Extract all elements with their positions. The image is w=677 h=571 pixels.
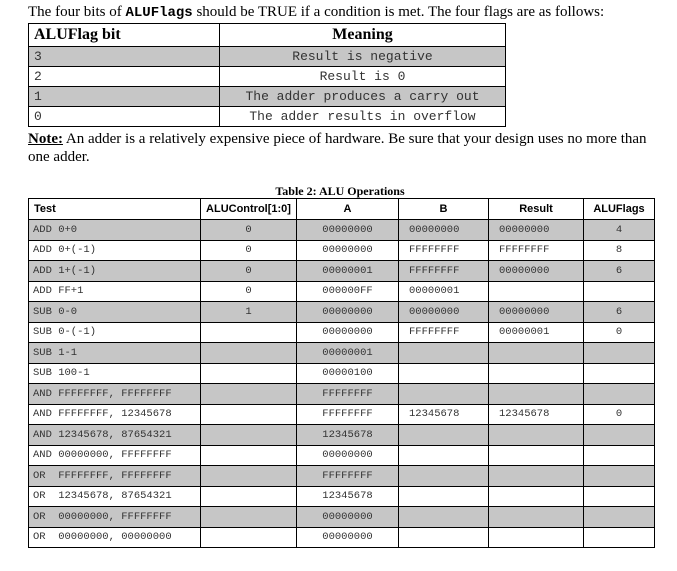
flag-bit-cell: 1 bbox=[29, 87, 220, 107]
alu-control-cell: 0 bbox=[201, 240, 297, 261]
alu-table-row bbox=[29, 322, 655, 343]
alu-a-cell: 12345678 bbox=[297, 425, 399, 446]
alu-a-cell: 00000000 bbox=[297, 322, 399, 343]
alu-a-cell: 12345678 bbox=[297, 486, 399, 507]
alu-table-header-row bbox=[29, 199, 655, 220]
alu-b-cell: FFFFFFFF bbox=[399, 240, 489, 261]
alu-b-cell: 00000000 bbox=[399, 220, 489, 241]
alu-control-cell bbox=[201, 425, 297, 446]
alu-control-cell: 0 bbox=[201, 261, 297, 282]
alu-table-row bbox=[29, 527, 655, 548]
flag-table-row bbox=[29, 47, 506, 67]
flag-table-row bbox=[29, 87, 506, 107]
alu-a-cell: 00000000 bbox=[297, 507, 399, 528]
alu-a-cell: 00000000 bbox=[297, 220, 399, 241]
alu-table-row bbox=[29, 486, 655, 507]
flag-meaning-cell: Result is negative bbox=[220, 47, 506, 67]
alu-table-row bbox=[29, 445, 655, 466]
alu-table-row bbox=[29, 220, 655, 241]
flag-table-header-bit: ALUFlag bit bbox=[29, 24, 220, 47]
flag-meaning-cell: Result is 0 bbox=[220, 67, 506, 87]
alu-test-cell: ADD FF+1 bbox=[29, 281, 201, 302]
alu-flags-cell: 4 bbox=[584, 220, 655, 241]
alu-result-cell bbox=[489, 527, 584, 548]
alu-flag-table bbox=[28, 23, 506, 127]
alu-test-cell: OR FFFFFFFF, FFFFFFFF bbox=[29, 466, 201, 487]
flag-table-header-row bbox=[29, 24, 506, 47]
alu-table-row bbox=[29, 240, 655, 261]
alu-test-cell: ADD 0+0 bbox=[29, 220, 201, 241]
alu-table-row bbox=[29, 343, 655, 364]
intro-text-after: should be TRUE if a condition is met. The four flags are as follows: bbox=[192, 4, 605, 20]
alu-a-cell: FFFFFFFF bbox=[297, 466, 399, 487]
alu-operations-table bbox=[28, 198, 655, 548]
alu-a-cell: 00000000 bbox=[297, 302, 399, 323]
alu-control-cell bbox=[201, 343, 297, 364]
alu-a-cell: 00000001 bbox=[297, 343, 399, 364]
alu-a-cell: 00000000 bbox=[297, 240, 399, 261]
alu-flags-cell bbox=[584, 363, 655, 384]
alu-test-cell: SUB 0-(-1) bbox=[29, 322, 201, 343]
alu-b-cell: 00000000 bbox=[399, 302, 489, 323]
alu-test-cell: OR 12345678, 87654321 bbox=[29, 486, 201, 507]
alu-header-b: B bbox=[399, 199, 489, 220]
alu-result-cell bbox=[489, 507, 584, 528]
alu-flags-cell: 6 bbox=[584, 302, 655, 323]
alu-a-cell: FFFFFFFF bbox=[297, 404, 399, 425]
alu-control-cell bbox=[201, 486, 297, 507]
alu-table-row bbox=[29, 281, 655, 302]
alu-table-row bbox=[29, 363, 655, 384]
alu-control-cell bbox=[201, 466, 297, 487]
alu-test-cell: AND 12345678, 87654321 bbox=[29, 425, 201, 446]
alu-test-cell: SUB 1-1 bbox=[29, 343, 201, 364]
alu-flags-cell bbox=[584, 486, 655, 507]
alu-result-cell bbox=[489, 343, 584, 364]
flag-meaning-cell: The adder results in overflow bbox=[220, 107, 506, 127]
alu-test-cell: ADD 1+(-1) bbox=[29, 261, 201, 282]
alu-table-row bbox=[29, 466, 655, 487]
alu-flags-cell bbox=[584, 466, 655, 487]
alu-b-cell bbox=[399, 384, 489, 405]
alu-b-cell bbox=[399, 466, 489, 487]
alu-table-row bbox=[29, 404, 655, 425]
alu-table-row bbox=[29, 507, 655, 528]
note-text: An adder is a relatively expensive piece of hardware. Be sure that your design uses no more than one adder. bbox=[28, 131, 647, 165]
alu-b-cell bbox=[399, 425, 489, 446]
alu-result-cell bbox=[489, 445, 584, 466]
alu-b-cell bbox=[399, 507, 489, 528]
alu-table-row bbox=[29, 384, 655, 405]
flag-table-header-meaning: Meaning bbox=[220, 24, 506, 47]
flag-table-row bbox=[29, 67, 506, 87]
alu-flags-cell bbox=[584, 281, 655, 302]
alu-control-cell bbox=[201, 363, 297, 384]
alu-a-cell: 00000000 bbox=[297, 527, 399, 548]
alu-control-cell: 0 bbox=[201, 220, 297, 241]
alu-control-cell bbox=[201, 527, 297, 548]
alu-flags-cell: 0 bbox=[584, 322, 655, 343]
alu-b-cell bbox=[399, 445, 489, 466]
alu-flags-cell: 8 bbox=[584, 240, 655, 261]
alu-control-cell bbox=[201, 322, 297, 343]
alu-flags-cell bbox=[584, 527, 655, 548]
flag-bit-cell: 3 bbox=[29, 47, 220, 67]
alu-test-cell: ADD 0+(-1) bbox=[29, 240, 201, 261]
alu-control-cell bbox=[201, 507, 297, 528]
alu-b-cell bbox=[399, 343, 489, 364]
alu-header-alucontrol: ALUControl[1:0] bbox=[201, 199, 297, 220]
alu-flags-cell bbox=[584, 343, 655, 364]
alu-a-cell: 00000000 bbox=[297, 445, 399, 466]
intro-text-before: The four bits of bbox=[28, 4, 126, 20]
alu-control-cell bbox=[201, 445, 297, 466]
alu-flags-cell bbox=[584, 425, 655, 446]
alu-test-cell: OR 00000000, 00000000 bbox=[29, 527, 201, 548]
flag-bit-cell: 0 bbox=[29, 107, 220, 127]
alu-result-cell: 00000000 bbox=[489, 302, 584, 323]
alu-control-cell bbox=[201, 384, 297, 405]
flag-table-row bbox=[29, 107, 506, 127]
alu-result-cell bbox=[489, 363, 584, 384]
alu-test-cell: AND FFFFFFFF, 12345678 bbox=[29, 404, 201, 425]
flag-meaning-cell: The adder produces a carry out bbox=[220, 87, 506, 107]
note-label: Note: bbox=[28, 131, 63, 147]
alu-header-aluflags: ALUFlags bbox=[584, 199, 655, 220]
alu-flags-cell bbox=[584, 445, 655, 466]
alu-b-cell bbox=[399, 527, 489, 548]
alu-flags-cell: 6 bbox=[584, 261, 655, 282]
alu-control-cell bbox=[201, 404, 297, 425]
alu-a-cell: 000000FF bbox=[297, 281, 399, 302]
alu-test-cell: AND FFFFFFFF, FFFFFFFF bbox=[29, 384, 201, 405]
alu-b-cell: FFFFFFFF bbox=[399, 322, 489, 343]
intro-paragraph bbox=[28, 4, 604, 21]
alu-header-a: A bbox=[297, 199, 399, 220]
alu-flags-cell bbox=[584, 507, 655, 528]
alu-header-test: Test bbox=[29, 199, 201, 220]
alu-flags-cell: 0 bbox=[584, 404, 655, 425]
alu-test-cell: SUB 0-0 bbox=[29, 302, 201, 323]
note-paragraph bbox=[28, 130, 668, 166]
alu-a-cell: FFFFFFFF bbox=[297, 384, 399, 405]
alu-result-cell bbox=[489, 425, 584, 446]
intro-code-alu-flags: ALUFlags bbox=[125, 5, 193, 21]
alu-result-cell bbox=[489, 486, 584, 507]
alu-test-cell: AND 00000000, FFFFFFFF bbox=[29, 445, 201, 466]
alu-a-cell: 00000100 bbox=[297, 363, 399, 384]
alu-result-cell: 00000000 bbox=[489, 220, 584, 241]
alu-b-cell: 12345678 bbox=[399, 404, 489, 425]
alu-table-row bbox=[29, 261, 655, 282]
alu-result-cell: 00000000 bbox=[489, 261, 584, 282]
alu-header-result: Result bbox=[489, 199, 584, 220]
alu-b-cell: 00000001 bbox=[399, 281, 489, 302]
alu-result-cell: FFFFFFFF bbox=[489, 240, 584, 261]
alu-b-cell bbox=[399, 363, 489, 384]
alu-control-cell: 0 bbox=[201, 281, 297, 302]
alu-b-cell bbox=[399, 486, 489, 507]
alu-test-cell: OR 00000000, FFFFFFFF bbox=[29, 507, 201, 528]
alu-result-cell bbox=[489, 466, 584, 487]
alu-a-cell: 00000001 bbox=[297, 261, 399, 282]
alu-test-cell: SUB 100-1 bbox=[29, 363, 201, 384]
flag-bit-cell: 2 bbox=[29, 67, 220, 87]
alu-table-row bbox=[29, 302, 655, 323]
alu-b-cell: FFFFFFFF bbox=[399, 261, 489, 282]
alu-result-cell: 00000001 bbox=[489, 322, 584, 343]
alu-result-cell bbox=[489, 281, 584, 302]
alu-table-row bbox=[29, 425, 655, 446]
alu-control-cell: 1 bbox=[201, 302, 297, 323]
alu-flags-cell bbox=[584, 384, 655, 405]
alu-table-caption: Table 2: ALU Operations bbox=[275, 184, 405, 198]
alu-result-cell: 12345678 bbox=[489, 404, 584, 425]
alu-result-cell bbox=[489, 384, 584, 405]
